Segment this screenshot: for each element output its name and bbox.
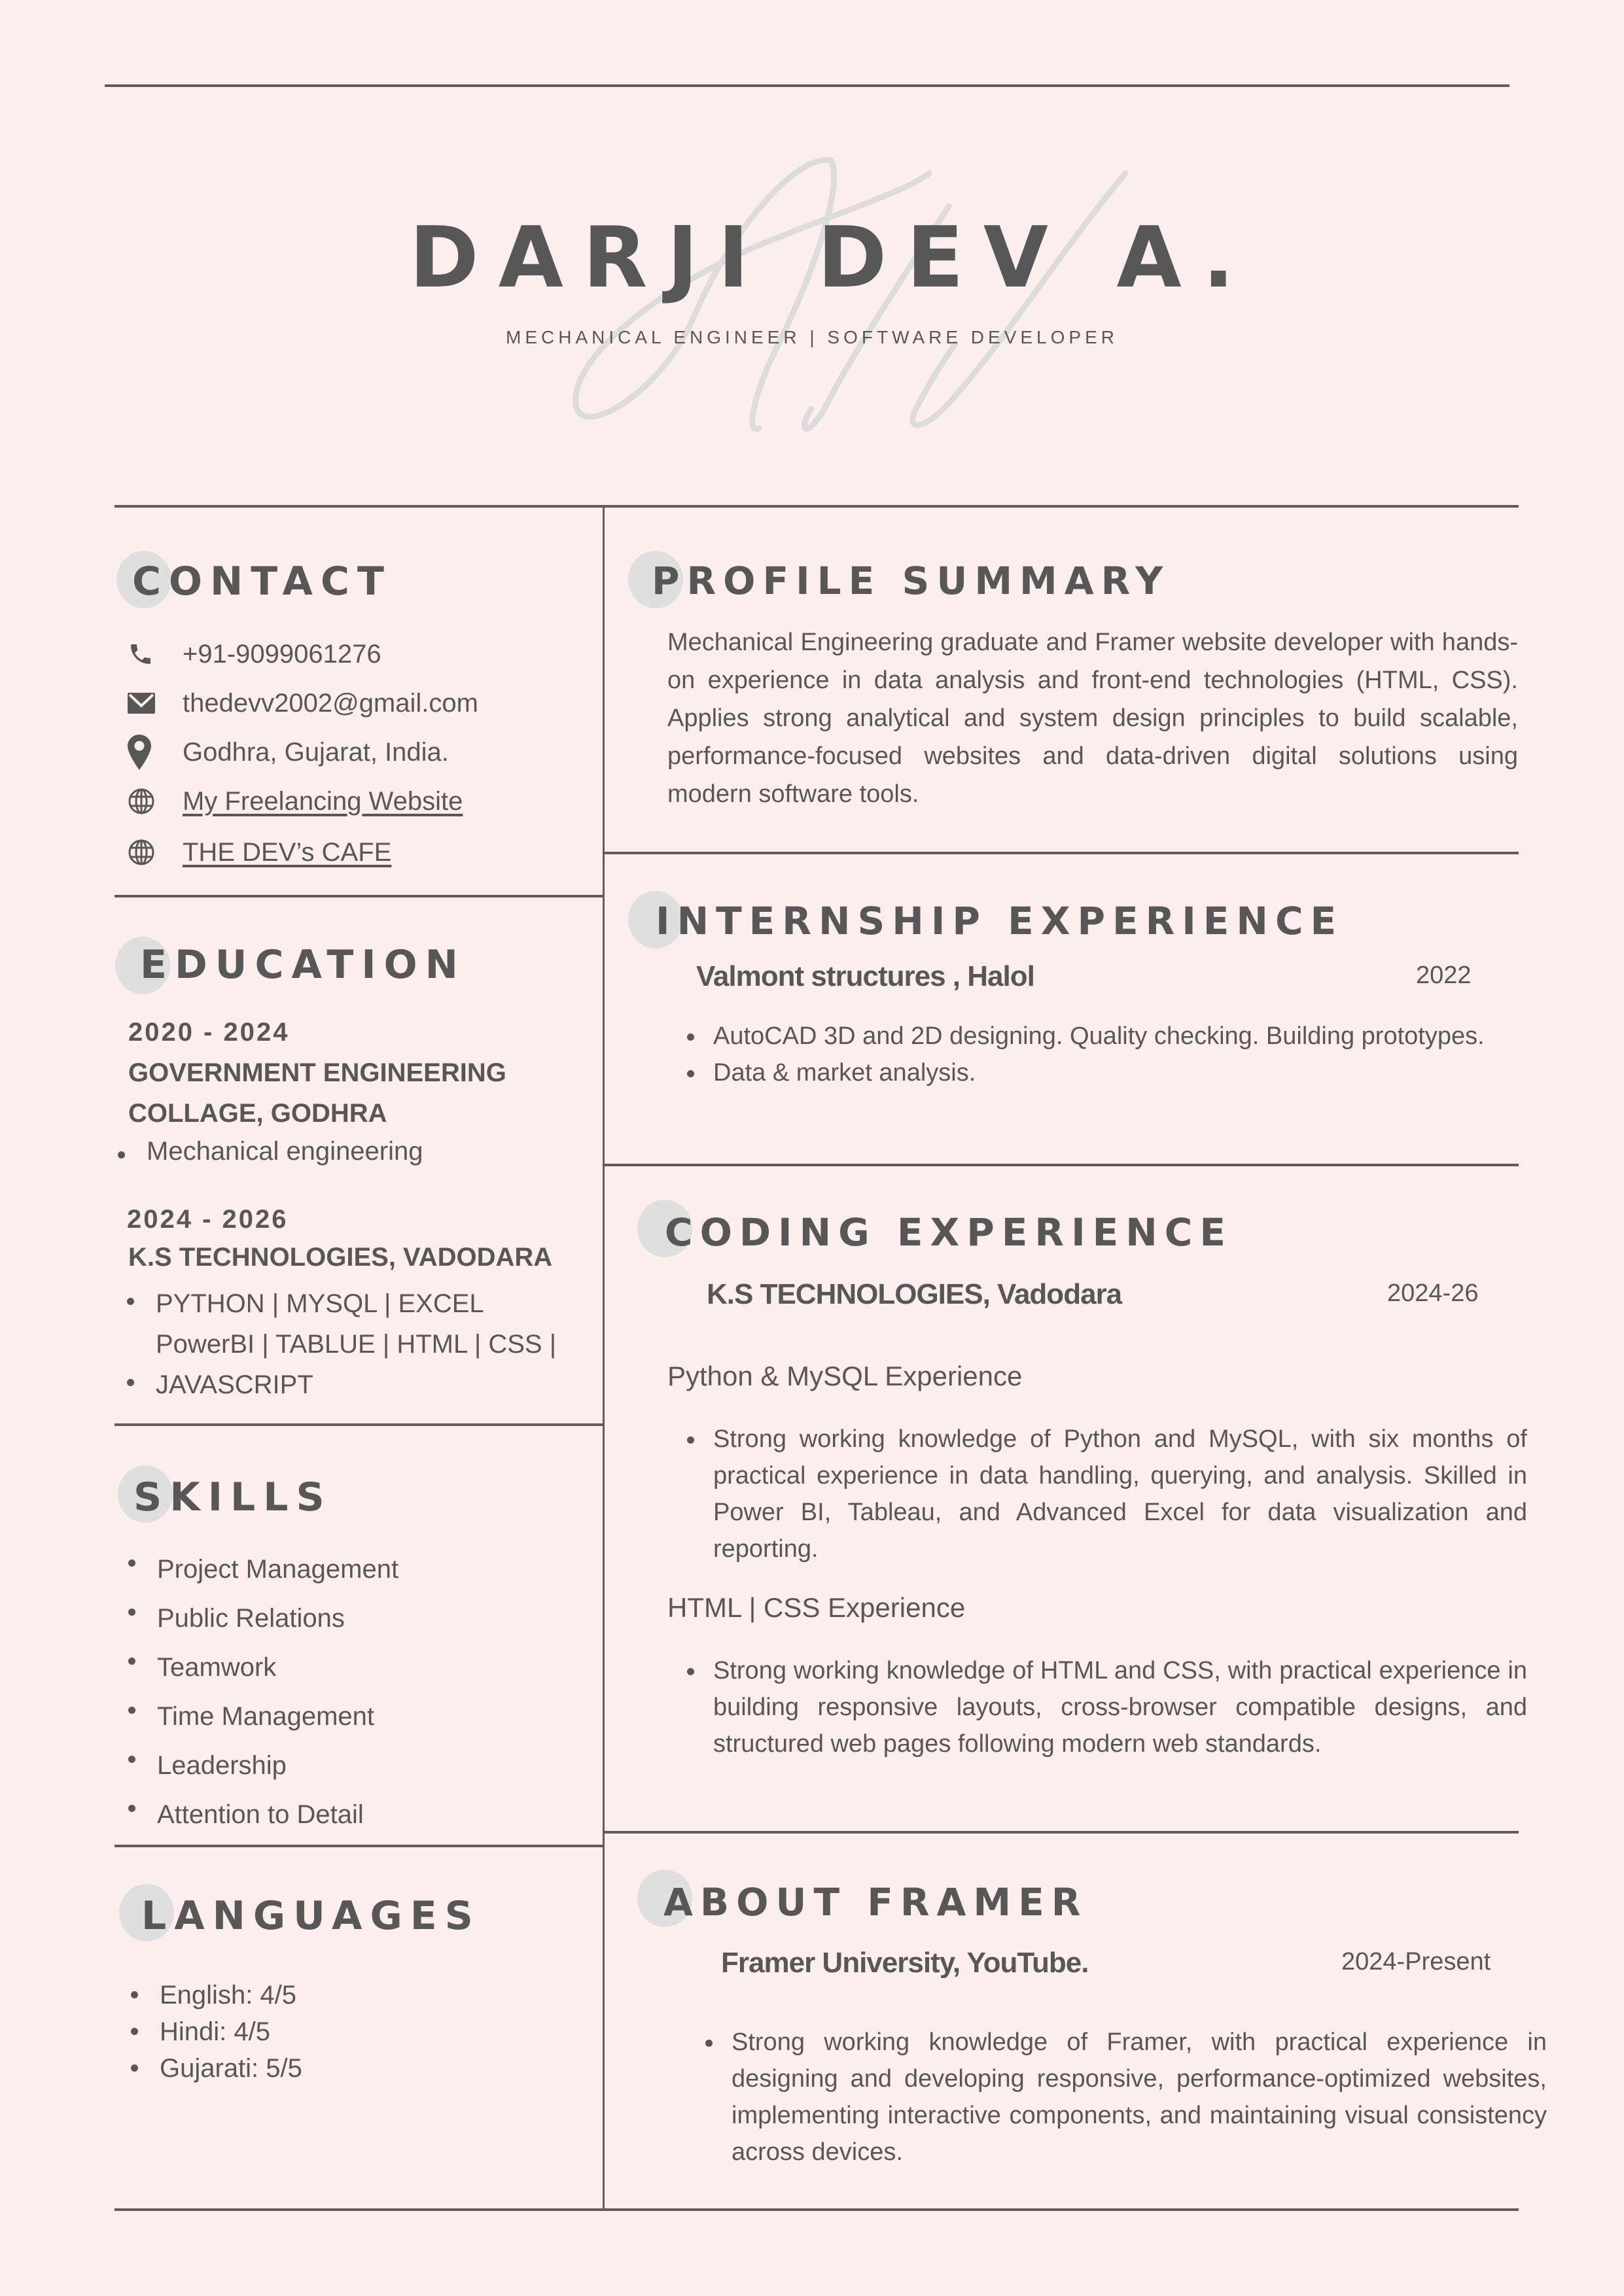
location-text: Godhra, Gujarat, India. [183, 737, 449, 767]
phone-number: +91-9099061276 [183, 639, 381, 669]
skill-item: Teamwork [123, 1643, 398, 1692]
languages-list [126, 1977, 302, 2087]
candidate-name: DARJI DEV A. [409, 209, 1254, 307]
list-item: AutoCAD 3D and 2D designing. Quality checking. Building prototypes. [667, 1018, 1527, 1054]
contact-website-freelancing[interactable] [128, 782, 463, 821]
contact-email [128, 684, 478, 723]
list-item: PYTHON | MYSQL | EXCEL [122, 1283, 556, 1324]
column-divider [603, 506, 605, 2210]
devs-cafe-link[interactable]: THE DEV’s CAFE [183, 837, 392, 867]
skill-item: Attention to Detail [123, 1790, 398, 1839]
framer-bullets [686, 2024, 1547, 2170]
skill-item: Project Management [123, 1545, 398, 1594]
top-rule [105, 84, 1509, 87]
skill-item: Leadership [123, 1741, 398, 1790]
contact-phone [128, 635, 381, 674]
framer-year: 2024-Present [1341, 1948, 1491, 1975]
freelancing-website-link[interactable]: My Freelancing Website [183, 786, 463, 816]
list-item: Strong working knowledge of HTML and CSS, with practical experience in building responsive layouts, cross-browser compatible designs, and structured web pages following modern web standards. [667, 1652, 1527, 1762]
language-item: Hindi: 4/5 [126, 2013, 302, 2050]
job-title: MECHANICAL ENGINEER | SOFTWARE DEVELOPER [506, 327, 1118, 347]
coding-python-bullets [667, 1421, 1527, 1567]
coding-html-css-subheading: HTML | CSS Experience [667, 1592, 966, 1623]
coding-year: 2024-26 [1387, 1279, 1479, 1307]
education-skills-divider [115, 1423, 603, 1426]
internship-company: Valmont structures , Halol [696, 960, 1034, 992]
education-1-years: 2020 - 2024 [128, 1018, 290, 1047]
education-2-years: 2024 - 2026 [127, 1205, 289, 1234]
contact-education-divider [115, 895, 603, 897]
contact-website-devs-cafe[interactable] [128, 833, 392, 872]
internship-coding-divider [603, 1164, 1519, 1166]
skill-item: Time Management [123, 1692, 398, 1741]
profile-internship-divider [603, 852, 1519, 854]
language-item: English: 4/5 [126, 1977, 302, 2013]
bottom-rule [115, 2208, 1519, 2211]
language-item: Gujarati: 5/5 [126, 2050, 302, 2087]
coding-html-css-bullets [667, 1652, 1527, 1762]
header-bottom-rule [115, 505, 1519, 508]
coding-python-subheading: Python & MySQL Experience [667, 1361, 1023, 1391]
framer-source: Framer University, YouTube. [721, 1947, 1089, 1979]
phone-icon [128, 638, 160, 670]
skills-list [123, 1545, 398, 1839]
coding-company: K.S TECHNOLOGIES, Vadodara [707, 1278, 1122, 1310]
education-1-school-line2: COLLAGE, GODHRA [128, 1099, 387, 1128]
internship-year: 2022 [1416, 962, 1472, 989]
list-item: JAVASCRIPT [122, 1365, 556, 1405]
profile-summary-text: Mechanical Engineering graduate and Framer website developer with hands-on experience in data analysis and front-end technologies (HTML, CSS). Applies strong analytical and system design principles to build scalable, performance-focused websites and data-driven digital solutions using modern software tools. [667, 629, 1518, 808]
education-1-details [113, 1137, 423, 1166]
education-1-school: GOVERNMENT ENGINEERING [128, 1058, 506, 1087]
internship-bullets [667, 1018, 1527, 1091]
education-2-school: K.S TECHNOLOGIES, VADODARA [128, 1243, 553, 1272]
list-item: Mechanical engineering [113, 1137, 423, 1166]
education-2-details [122, 1283, 556, 1405]
coding-framer-divider [603, 1831, 1519, 1834]
skills-languages-divider [115, 1845, 603, 1847]
list-item-continued: PowerBI | TABLUE | HTML | CSS | [156, 1330, 557, 1359]
globe-www-icon [128, 836, 160, 869]
skill-item: Public Relations [123, 1594, 398, 1643]
list-item: Strong working knowledge of Framer, with practical experience in designing and developing responsive, performance-optimized websites, implementing interactive components, and maintaining visual consistency across devices. [686, 2024, 1547, 2170]
list-item: Data & market analysis. [667, 1054, 1527, 1091]
email-address[interactable]: thedevv2002@gmail.com [183, 688, 478, 718]
list-item: Strong working knowledge of Python and MySQL, with six months of practical experience in data handling, querying, and analysis. Skilled in Power BI, Tableau, and Advanced Excel for data visualization and reporting. [667, 1421, 1527, 1567]
envelope-icon [128, 687, 160, 720]
contact-location [128, 733, 449, 772]
globe-www-icon [128, 785, 160, 818]
location-pin-icon [128, 736, 160, 769]
